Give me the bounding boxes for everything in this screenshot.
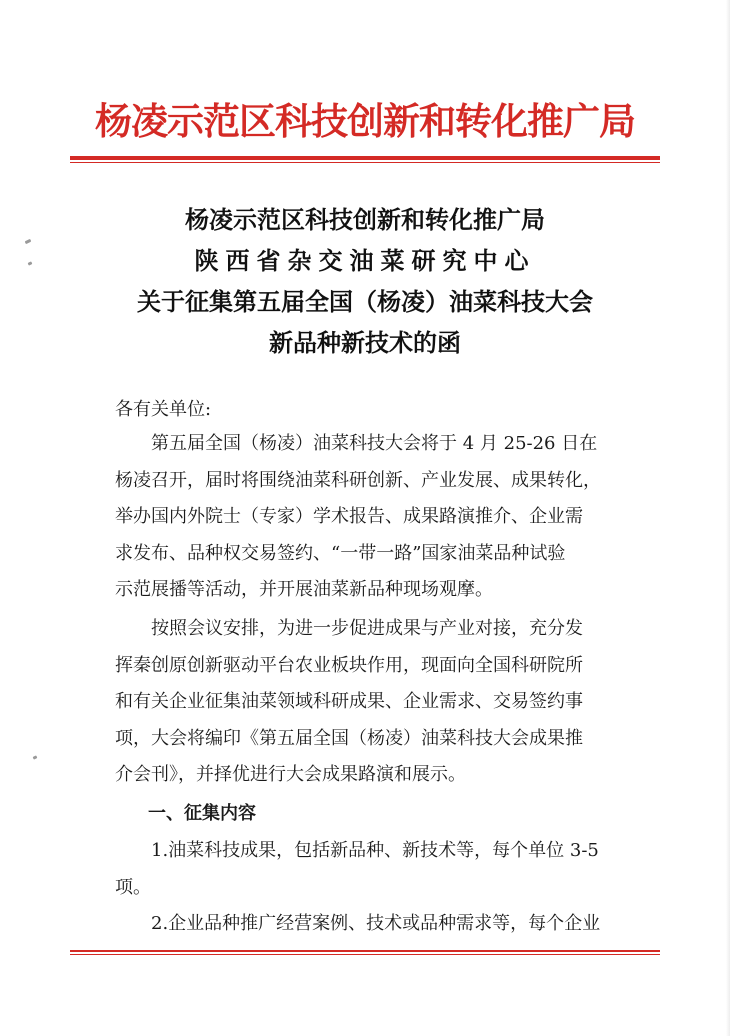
- paragraph-line: 杨凌召开，届时将围绕油菜科研创新、产业发展、成果转化，: [115, 469, 601, 491]
- salutation: 各有关单位:: [115, 399, 212, 420]
- paragraph-line: 第五届全国（杨凌）油菜科技大会将于 4 月 25-26 日在: [115, 433, 598, 454]
- paragraph-line: 和有关企业征集油菜领域科研成果、企业需求、交易签约事: [115, 691, 583, 712]
- scan-speck: [28, 261, 33, 265]
- paragraph-line: 项，大会将编印《第五届全国（杨凌）油菜科技大会成果推: [115, 727, 583, 749]
- title-line-4: 新品种新技术的函: [269, 329, 461, 357]
- paragraph-line: 求发布、品种权交易签约、“一带一路”国家油菜品种试验: [115, 542, 566, 564]
- footer-red-rule-thin: [70, 954, 660, 955]
- title-line-1: 杨凌示范区科技创新和转化推广局: [185, 206, 545, 234]
- item-1: [115, 833, 620, 906]
- paragraph-intro: [115, 426, 620, 609]
- paragraph-line: 示范展播等活动，并开展油菜新品种现场观摩。: [115, 579, 493, 600]
- scan-speck: [25, 239, 32, 244]
- item-2: [115, 906, 620, 943]
- paragraph-line: 项。: [115, 876, 151, 898]
- title-line-3: 关于征集第五届全国（杨凌）油菜科技大会: [137, 288, 593, 316]
- paragraph-line: 挥秦创原创新驱动平台农业板块作用，现面向全国科研院所: [115, 654, 583, 676]
- footer-red-rule: [70, 950, 660, 952]
- paragraph-line: 2.企业品种推广经营案例、技术或品种需求等，每个企业: [115, 913, 601, 934]
- scan-edge-shadow: [726, 0, 730, 1036]
- document-title: [80, 200, 650, 364]
- title-line-2: 陕西省杂交油菜研究中心: [194, 247, 536, 275]
- letterhead-red-rule-thin: [70, 162, 660, 163]
- paragraph-line: 介会刊》，并择优进行大会成果路演和展示。: [115, 764, 466, 785]
- paragraph-line: 按照会议安排，为进一步促进成果与产业对接，充分发: [115, 618, 583, 639]
- paragraph-arrangement: [115, 611, 620, 794]
- section-heading-collection-content: 一、征集内容: [148, 803, 256, 824]
- letterhead-org-name: 杨凌示范区科技创新和转化推广局: [95, 99, 635, 143]
- paragraph-line: 举办国内外院士（专家）学术报告、成果路演推介、企业需: [115, 506, 583, 527]
- scan-speck: [33, 755, 38, 759]
- letterhead-red-rule: [70, 156, 660, 160]
- paragraph-line: 1.油菜科技成果，包括新品种、新技术等，每个单位 3-5: [115, 840, 599, 861]
